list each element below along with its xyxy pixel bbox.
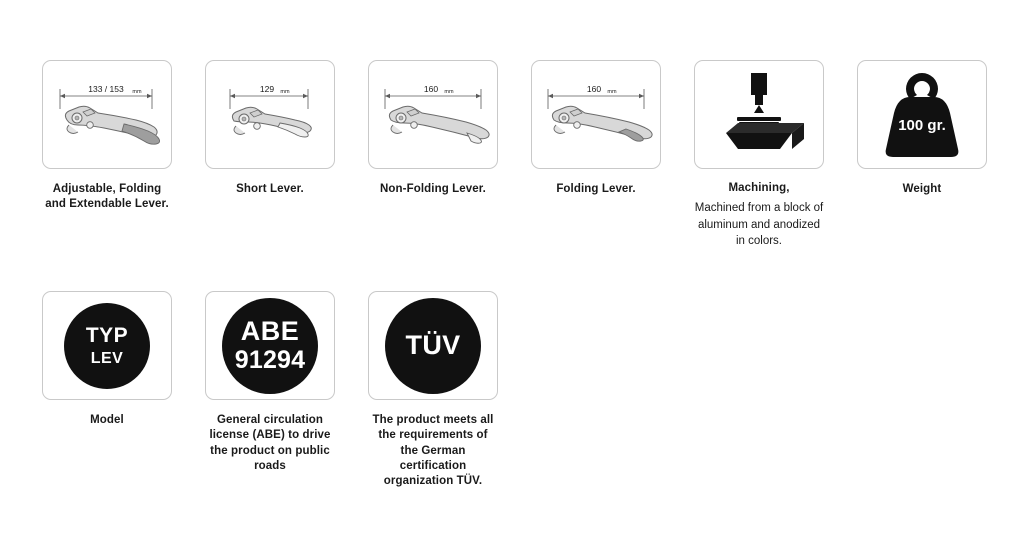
feature-row-2 (42, 291, 992, 489)
feature-caption: General circulation license (ABE) to drive the product on public roads (209, 414, 331, 472)
dimension-unit: mm (607, 88, 617, 95)
feature-cell-abe (205, 291, 335, 474)
feature-cell-tuv (368, 291, 498, 489)
weight-value: 100 gr. (898, 117, 946, 134)
model-typ-lev-badge-icon (64, 303, 150, 389)
feature-subcaption: Machined from a block of aluminum and anodized in colors. (694, 202, 824, 247)
icon-box (694, 60, 824, 169)
cnc-machining-icon (704, 67, 814, 163)
feature-cell-machining (694, 60, 824, 249)
badge-line-2: 91294 (234, 346, 306, 375)
dimension-label: 133 / 153 (88, 83, 124, 94)
dimension-unit: mm (132, 88, 142, 95)
icon-box (531, 60, 661, 169)
feature-cell-model (42, 291, 172, 428)
feature-caption: Non-Folding Lever. (380, 183, 486, 195)
icon-box (42, 291, 172, 400)
icon-box (857, 60, 987, 169)
icon-box (368, 60, 498, 169)
feature-caption: Model (90, 414, 124, 427)
feature-cell-short-lever (205, 60, 335, 197)
badge-line-1: TÜV (405, 330, 461, 361)
feature-grid (42, 60, 992, 489)
lever-non-folding-icon (371, 63, 495, 167)
feature-caption: Short Lever. (236, 183, 304, 195)
dimension-unit: mm (280, 88, 290, 95)
lever-folding-icon (534, 63, 658, 167)
badge-line-1: TYP (85, 323, 129, 347)
lever-short-icon (208, 63, 332, 167)
dimension-label: 160 (586, 83, 602, 94)
tuv-certification-badge-icon (385, 298, 481, 394)
feature-cell-adjustable-lever (42, 60, 172, 212)
feature-cell-non-folding-lever (368, 60, 498, 197)
feature-caption: Weight (902, 183, 942, 195)
feature-caption: Machining, (728, 182, 790, 194)
lever-adjustable-folding-extendable-icon (45, 63, 169, 167)
feature-caption: Folding Lever. (556, 183, 636, 195)
feature-caption: The product meets all the requirements of the German certification organization TÜV. (372, 414, 494, 487)
feature-row-1 (42, 60, 992, 249)
feature-caption: Adjustable, Folding and Extendable Lever. (45, 183, 169, 211)
abe-certification-badge-icon (222, 298, 318, 394)
dimension-unit: mm (444, 88, 454, 95)
icon-box (205, 291, 335, 400)
icon-box (205, 60, 335, 169)
badge-line-1: ABE (240, 316, 300, 347)
icon-box (368, 291, 498, 400)
dimension-label: 160 (423, 83, 439, 94)
badge-line-2: LEV (90, 349, 124, 367)
icon-box (42, 60, 172, 169)
feature-cell-weight (857, 60, 987, 197)
feature-cell-folding-lever (531, 60, 661, 197)
weight-kettlebell-icon (870, 67, 974, 163)
dimension-label: 129 (259, 83, 275, 94)
